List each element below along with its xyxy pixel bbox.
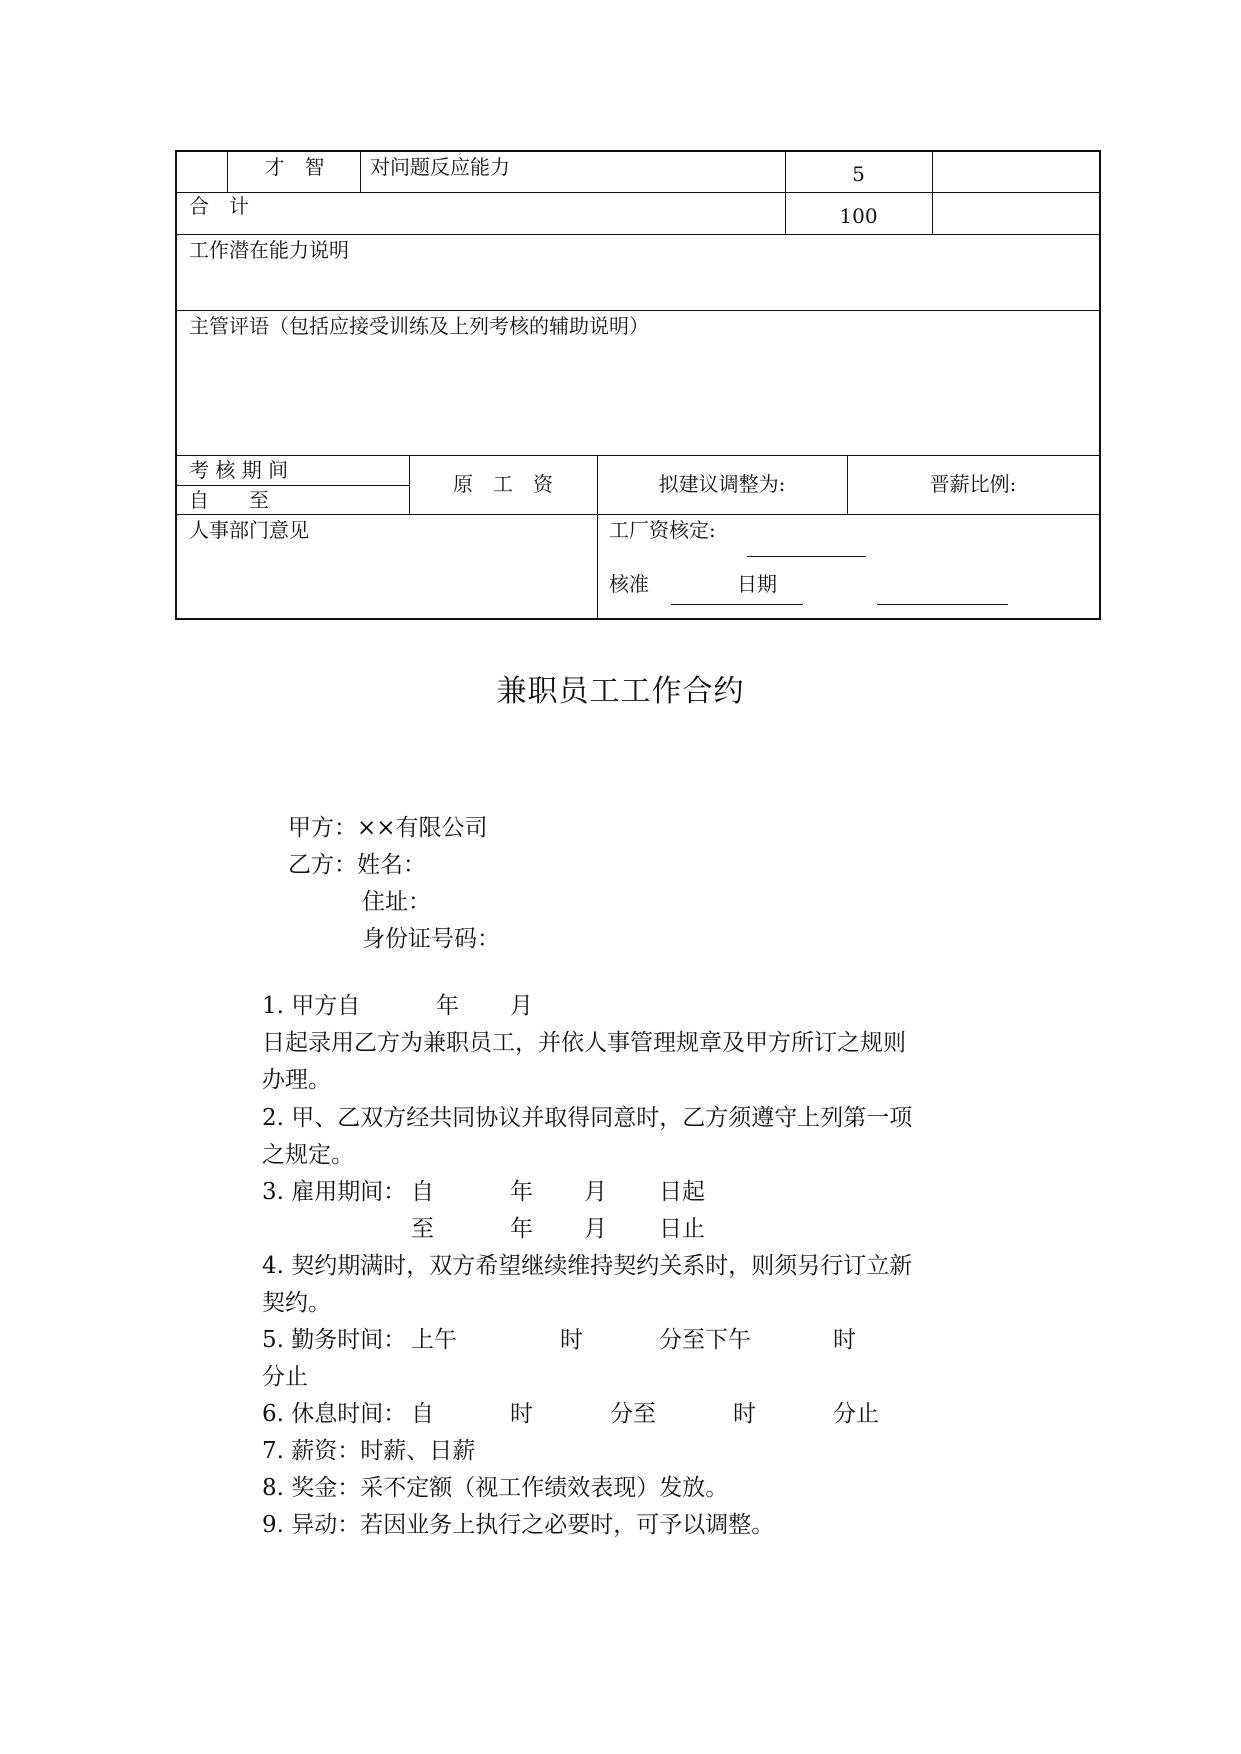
clause-4-text: 4. 契约期满时，双方希望继续维持契约关系时，则须另行订立新 (262, 1253, 913, 1279)
row-divider (177, 485, 409, 486)
date-signature-line (877, 604, 1008, 605)
contract-title: 兼职员工工作合约 (496, 674, 745, 709)
row-divider (177, 514, 1099, 515)
talent-category: 才 智 (264, 155, 325, 179)
row-divider (177, 192, 1099, 193)
clause-1-start: 1. 甲方自 (262, 993, 361, 1019)
clause-2-end: 之规定。 (262, 1142, 354, 1168)
clause-6-min-end: 分止 (833, 1401, 879, 1427)
col-divider (932, 152, 933, 234)
evaluation-table (175, 150, 1101, 620)
clause-3-label: 3. 雇用期间： (262, 1179, 407, 1205)
col-divider (227, 152, 228, 192)
total-score: 100 (839, 204, 878, 228)
clause-6-hour: 时 (510, 1401, 533, 1427)
row-divider (177, 310, 1099, 311)
clause-8: 8. 奖金：采不定额（视工作绩效表现）发放。 (262, 1475, 729, 1501)
clause-1-year: 年 (436, 993, 459, 1019)
talent-score: 5 (852, 162, 865, 186)
party-a: 甲方：××有限公司 (288, 815, 488, 841)
clause-7: 7. 薪资：时薪、日薪 (262, 1438, 476, 1464)
clause-2-text: 2. 甲、乙双方经共同协议并取得同意时，乙方须遵守上列第一项 (262, 1105, 913, 1131)
supervisor-comment-label: 主管评语（包括应接受训练及上列考核的辅助说明） (189, 314, 649, 338)
clause-1-month: 月 (510, 993, 533, 1019)
raise-ratio-label: 晋薪比例: (929, 472, 1017, 496)
row-divider (177, 234, 1099, 235)
clause-3-month-2: 月 (584, 1216, 607, 1242)
clause-1-text: 日起录用乙方为兼职员工，并依人事管理规章及甲方所订之规则 (262, 1030, 906, 1056)
row-divider (177, 455, 1099, 456)
proposed-adjustment-label: 拟建议调整为: (658, 472, 786, 496)
clause-1-end: 办理。 (262, 1067, 331, 1093)
clause-3-to: 至 (411, 1216, 434, 1242)
signature-line (747, 556, 866, 557)
period-range: 自 至 (189, 488, 269, 512)
party-b-address: 住址： (362, 889, 431, 915)
party-b-id: 身份证号码： (362, 926, 500, 952)
clause-5-hour: 时 (560, 1327, 583, 1353)
clause-4-end: 契约。 (262, 1290, 331, 1316)
clause-6-label: 6. 休息时间： (262, 1401, 407, 1427)
original-salary-label: 原 工 资 (453, 472, 553, 496)
hr-opinion-label: 人事部门意见 (189, 518, 309, 542)
period-label: 考 核 期 间 (189, 458, 289, 482)
clause-3-day-2: 日止 (659, 1216, 705, 1242)
clause-6-from: 自 (411, 1401, 434, 1427)
potential-label: 工作潜在能力说明 (189, 238, 349, 262)
date-label: 日期 (737, 572, 777, 596)
clause-3-day: 日起 (659, 1179, 705, 1205)
approve-signature-line (671, 604, 803, 605)
clause-3-from: 自 (411, 1179, 434, 1205)
factory-verify-label: 工厂资核定: (609, 518, 716, 542)
clause-5-am: 上午 (411, 1327, 457, 1353)
talent-item: 对问题反应能力 (370, 155, 510, 179)
clause-6-hour-2: 时 (733, 1401, 756, 1427)
clause-3-year-2: 年 (510, 1216, 533, 1242)
clause-5-label: 5. 勤务时间： (262, 1327, 407, 1353)
total-label: 合 计 (189, 194, 249, 218)
approve-label: 核准 (609, 572, 649, 596)
clause-6-min-to: 分至 (610, 1401, 656, 1427)
clause-5-min-to-pm: 分至下午 (659, 1327, 751, 1353)
party-b-name: 乙方：姓名： (288, 852, 426, 878)
clause-3-year: 年 (510, 1179, 533, 1205)
clause-9: 9. 异动：若因业务上执行之必要时，可予以调整。 (262, 1512, 775, 1538)
clause-5-end: 分止 (262, 1364, 308, 1390)
clause-3-month: 月 (584, 1179, 607, 1205)
clause-5-hour-2: 时 (833, 1327, 856, 1353)
col-divider (360, 152, 361, 192)
